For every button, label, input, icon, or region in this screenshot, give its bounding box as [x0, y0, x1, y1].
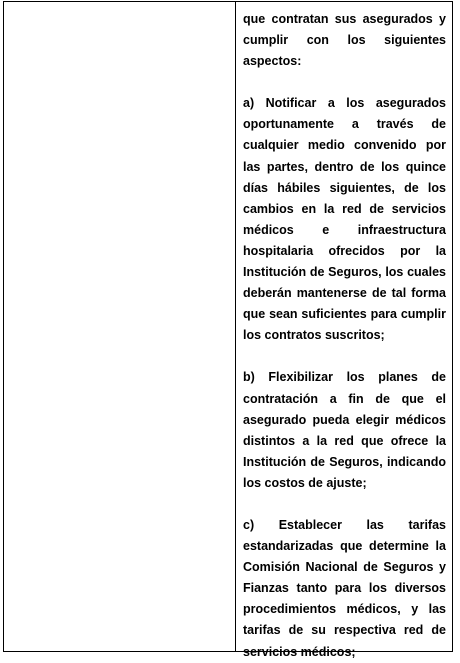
table-left-column: [4, 2, 236, 651]
document-table: [3, 1, 453, 659]
paragraph-spacer: [243, 494, 446, 515]
paragraph-intro: que contratan sus asegurados y cumplir con los siguientes aspectos:: [243, 12, 446, 69]
table-right-column: [236, 2, 452, 659]
paragraph-item-a: a) Notificar a los asegurados oportunamente a través de cualquier medio convenido por las partes, dentro de los quince días hábiles siguientes, de los cambios en la red de servicios médicos e infraestructura hospitalaria ofrecidos por la Institución de Seguros, los cuales deberán mantenerse de tal forma que sean suficientes para cumplir los contratos suscritos;: [243, 96, 446, 343]
paragraph-spacer: [243, 346, 446, 367]
paragraph-spacer: [243, 72, 446, 93]
paragraph-item-b: b) Flexibilizar los planes de contratación a fin de que el asegurado pueda elegir médicos distintos a la red que ofrece la Institución de Seguros, indicando los costos de ajuste;: [243, 370, 446, 490]
paragraph-item-c: c) Establecer las tarifas estandarizadas que determine la Comisión Nacional de Seguros y Fianzas tanto para los diversos procedimientos médicos, y las tarifas de su respectiva red de servicios médicos;: [243, 517, 446, 659]
